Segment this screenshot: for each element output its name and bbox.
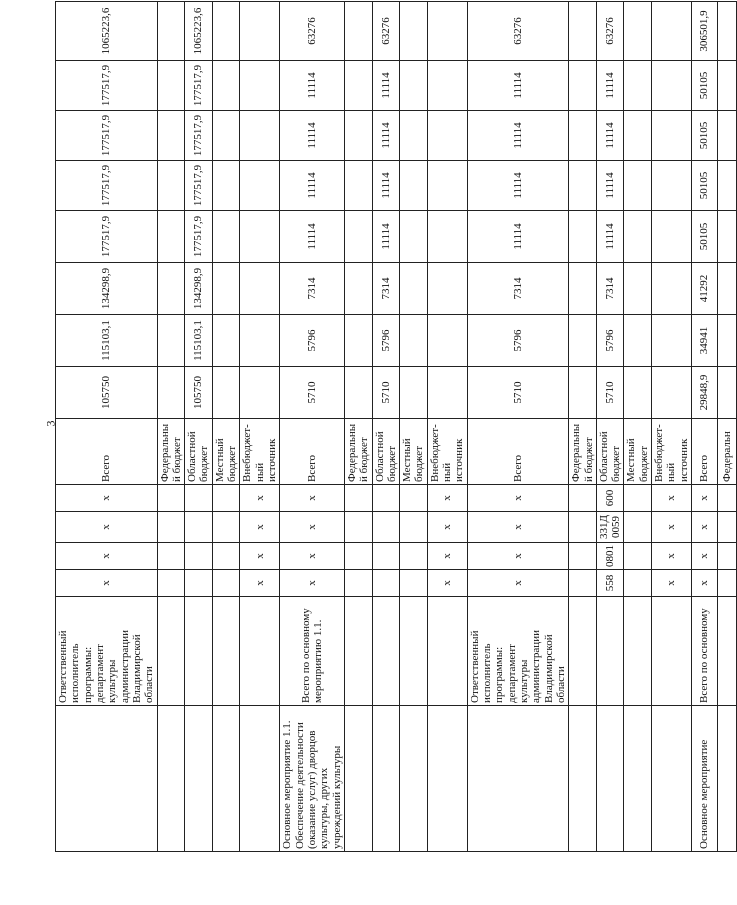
funding-source-cell: Всего [692, 419, 718, 485]
table-row [240, 2, 280, 852]
year-value-cell: 11114 [467, 211, 569, 263]
responsible-executor-cell: Всего по основному [692, 597, 718, 706]
responsible-executor-cell [652, 597, 692, 706]
code-rzpr-cell [157, 543, 185, 570]
total-cell [624, 2, 652, 61]
year-value-cell [427, 263, 467, 315]
total-cell [212, 2, 240, 61]
year-value-cell: 177517,9 [185, 211, 213, 263]
funding-source-cell: Местный бюджет [400, 419, 428, 485]
responsible-executor-cell [185, 597, 213, 706]
year-value-cell: 5796 [372, 315, 400, 367]
year-value-cell [400, 315, 428, 367]
year-value-cell: 177517,9 [185, 61, 213, 111]
measure-name-cell [427, 706, 467, 852]
measure-name-cell [652, 706, 692, 852]
funding-source-cell: Федеральн [718, 419, 737, 485]
code-csr-cell [185, 512, 213, 543]
year-value-cell [652, 61, 692, 111]
year-value-cell [569, 367, 597, 419]
code-rzpr-cell [624, 543, 652, 570]
year-value-cell [212, 367, 240, 419]
code-rzpr-cell: x [240, 543, 280, 570]
year-value-cell [624, 263, 652, 315]
code-vr-cell [400, 485, 428, 512]
year-value-cell [344, 61, 372, 111]
year-value-cell [569, 315, 597, 367]
year-value-cell [344, 211, 372, 263]
year-value-cell: 11114 [467, 161, 569, 211]
funding-source-cell: Областной бюджет [596, 419, 624, 485]
year-value-cell: 50105 [692, 111, 718, 161]
measure-name-cell: Основное мероприятие [692, 706, 718, 852]
budget-table [55, 1, 737, 852]
year-value-cell [212, 211, 240, 263]
code-grbs-cell: x [427, 570, 467, 597]
year-value-cell: 11114 [280, 211, 345, 263]
code-csr-cell [157, 512, 185, 543]
year-value-cell [427, 211, 467, 263]
measure-name-cell [240, 706, 280, 852]
year-value-cell: 11114 [372, 111, 400, 161]
code-vr-cell [185, 485, 213, 512]
code-rzpr-cell [212, 543, 240, 570]
year-value-cell [427, 161, 467, 211]
measure-name-cell [372, 706, 400, 852]
year-value-cell: 5710 [280, 367, 345, 419]
year-value-cell [157, 263, 185, 315]
funding-source-cell: Федеральный бюджет [569, 419, 597, 485]
funding-source-cell: Всего [467, 419, 569, 485]
year-value-cell [400, 211, 428, 263]
code-rzpr-cell [344, 543, 372, 570]
responsible-executor-cell [596, 597, 624, 706]
year-value-cell: 50105 [692, 161, 718, 211]
table-row [569, 2, 597, 852]
measure-name-cell [467, 706, 569, 852]
table-row [692, 2, 718, 852]
code-grbs-cell [344, 570, 372, 597]
year-value-cell: 11114 [467, 61, 569, 111]
code-csr-cell: x [652, 512, 692, 543]
year-value-cell [400, 61, 428, 111]
year-value-cell [240, 315, 280, 367]
year-value-cell: 177517,9 [185, 161, 213, 211]
total-cell [344, 2, 372, 61]
responsible-executor-cell [569, 597, 597, 706]
code-vr-cell: x [240, 485, 280, 512]
code-vr-cell [718, 485, 737, 512]
year-value-cell [212, 61, 240, 111]
code-csr-cell: x [467, 512, 569, 543]
table-row [718, 2, 737, 852]
year-value-cell: 7314 [596, 263, 624, 315]
total-cell: 63276 [372, 2, 400, 61]
funding-source-cell: Внебюджет-ный источник [652, 419, 692, 485]
year-value-cell: 5710 [467, 367, 569, 419]
code-csr-cell [718, 512, 737, 543]
year-value-cell: 105750 [185, 367, 213, 419]
code-csr-cell [344, 512, 372, 543]
year-value-cell [157, 315, 185, 367]
code-vr-cell: x [280, 485, 345, 512]
total-cell: 63276 [280, 2, 345, 61]
code-grbs-cell: x [467, 570, 569, 597]
year-value-cell [157, 111, 185, 161]
year-value-cell: 5796 [596, 315, 624, 367]
year-value-cell [569, 111, 597, 161]
total-cell: 1065223,6 [56, 2, 158, 61]
total-cell: 306501,9 [692, 2, 718, 61]
code-rzpr-cell: x [56, 543, 158, 570]
measure-name-cell [624, 706, 652, 852]
code-csr-cell [569, 512, 597, 543]
code-csr-cell [624, 512, 652, 543]
total-cell [240, 2, 280, 61]
year-value-cell [569, 61, 597, 111]
year-value-cell [718, 61, 737, 111]
year-value-cell [212, 263, 240, 315]
year-value-cell: 105750 [56, 367, 158, 419]
measure-name-cell [185, 706, 213, 852]
year-value-cell [240, 161, 280, 211]
code-csr-cell: x [240, 512, 280, 543]
code-grbs-cell [212, 570, 240, 597]
year-value-cell [212, 161, 240, 211]
year-value-cell: 50105 [692, 211, 718, 263]
code-grbs-cell [718, 570, 737, 597]
rotated-table-container [55, 7, 733, 852]
year-value-cell: 5710 [372, 367, 400, 419]
total-cell: 63276 [467, 2, 569, 61]
year-value-cell [400, 263, 428, 315]
year-value-cell: 11114 [596, 211, 624, 263]
measure-name-cell [157, 706, 185, 852]
funding-source-cell: Федеральный бюджет [344, 419, 372, 485]
responsible-executor-cell [624, 597, 652, 706]
total-cell [427, 2, 467, 61]
measure-name-cell [212, 706, 240, 852]
responsible-executor-cell [157, 597, 185, 706]
year-value-cell [624, 211, 652, 263]
year-value-cell: 11114 [280, 61, 345, 111]
year-value-cell: 41292 [692, 263, 718, 315]
code-vr-cell [372, 485, 400, 512]
year-value-cell [240, 61, 280, 111]
year-value-cell: 7314 [467, 263, 569, 315]
year-value-cell: 7314 [280, 263, 345, 315]
funding-source-cell: Внебюджет-ный источник [240, 419, 280, 485]
code-csr-cell [372, 512, 400, 543]
code-grbs-cell [569, 570, 597, 597]
code-rzpr-cell: x [427, 543, 467, 570]
code-rzpr-cell [185, 543, 213, 570]
code-grbs-cell: 558 [596, 570, 624, 597]
year-value-cell: 177517,9 [56, 111, 158, 161]
total-cell [718, 2, 737, 61]
code-vr-cell [344, 485, 372, 512]
year-value-cell [240, 367, 280, 419]
code-vr-cell [212, 485, 240, 512]
year-value-cell [344, 367, 372, 419]
year-value-cell [344, 263, 372, 315]
table-row [372, 2, 400, 852]
code-vr-cell [157, 485, 185, 512]
responsible-executor-cell [427, 597, 467, 706]
year-value-cell [569, 211, 597, 263]
year-value-cell: 34941 [692, 315, 718, 367]
code-csr-cell: x [280, 512, 345, 543]
year-value-cell: 5796 [280, 315, 345, 367]
year-value-cell: 177517,9 [56, 61, 158, 111]
year-value-cell [157, 211, 185, 263]
year-value-cell [157, 367, 185, 419]
table-row [624, 2, 652, 852]
year-value-cell: 11114 [467, 111, 569, 161]
year-value-cell [652, 263, 692, 315]
code-csr-cell: x [692, 512, 718, 543]
table-row [185, 2, 213, 852]
code-rzpr-cell [569, 543, 597, 570]
year-value-cell [624, 367, 652, 419]
table-row [344, 2, 372, 852]
responsible-executor-cell [212, 597, 240, 706]
measure-name-cell [344, 706, 372, 852]
year-value-cell [427, 315, 467, 367]
year-value-cell: 7314 [372, 263, 400, 315]
measure-name-cell [400, 706, 428, 852]
code-rzpr-cell: x [467, 543, 569, 570]
year-value-cell [718, 211, 737, 263]
responsible-executor-cell: Ответственный исполнитель программы: департамент культуры администрации Владимирской области [467, 597, 569, 706]
year-value-cell: 177517,9 [185, 111, 213, 161]
year-value-cell: 177517,9 [56, 161, 158, 211]
year-value-cell [157, 161, 185, 211]
year-value-cell: 115103,1 [185, 315, 213, 367]
year-value-cell: 115103,1 [56, 315, 158, 367]
year-value-cell [718, 111, 737, 161]
year-value-cell [240, 211, 280, 263]
responsible-executor-cell [718, 597, 737, 706]
code-vr-cell [569, 485, 597, 512]
code-grbs-cell [157, 570, 185, 597]
year-value-cell [624, 61, 652, 111]
code-csr-cell: x [56, 512, 158, 543]
code-vr-cell: x [692, 485, 718, 512]
year-value-cell: 134298,9 [56, 263, 158, 315]
responsible-executor-cell [240, 597, 280, 706]
measure-name-cell [596, 706, 624, 852]
year-value-cell [240, 263, 280, 315]
year-value-cell [400, 161, 428, 211]
code-grbs-cell [185, 570, 213, 597]
year-value-cell [344, 161, 372, 211]
year-value-cell: 11114 [372, 161, 400, 211]
code-vr-cell: x [652, 485, 692, 512]
funding-source-cell: Местный бюджет [624, 419, 652, 485]
code-csr-cell [212, 512, 240, 543]
responsible-executor-cell [372, 597, 400, 706]
year-value-cell: 50105 [692, 61, 718, 111]
year-value-cell: 11114 [596, 61, 624, 111]
year-value-cell: 5710 [596, 367, 624, 419]
funding-source-cell: Всего [56, 419, 158, 485]
code-grbs-cell: x [240, 570, 280, 597]
year-value-cell [212, 111, 240, 161]
code-vr-cell: 600 [596, 485, 624, 512]
responsible-executor-cell [400, 597, 428, 706]
year-value-cell [157, 61, 185, 111]
year-value-cell: 11114 [372, 61, 400, 111]
table-row [427, 2, 467, 852]
funding-source-cell: Внебюджет-ный источник [427, 419, 467, 485]
code-vr-cell [624, 485, 652, 512]
code-csr-cell [400, 512, 428, 543]
funding-source-cell: Федеральный бюджет [157, 419, 185, 485]
code-rzpr-cell: x [652, 543, 692, 570]
year-value-cell [427, 111, 467, 161]
year-value-cell: 134298,9 [185, 263, 213, 315]
code-rzpr-cell: x [280, 543, 345, 570]
total-cell [400, 2, 428, 61]
funding-source-cell: Областной бюджет [372, 419, 400, 485]
code-grbs-cell [372, 570, 400, 597]
code-grbs-cell: x [692, 570, 718, 597]
responsible-executor-cell: Всего по основному мероприятию 1.1. [280, 597, 345, 706]
year-value-cell [718, 263, 737, 315]
funding-source-cell: Всего [280, 419, 345, 485]
year-value-cell: 5796 [467, 315, 569, 367]
code-rzpr-cell: 0801 [596, 543, 624, 570]
total-cell [652, 2, 692, 61]
year-value-cell [212, 315, 240, 367]
year-value-cell: 177517,9 [56, 211, 158, 263]
measure-name-cell: Основное мероприятие 1.1. Обеспечение деятельности (оказание услуг) дворцов культуры, других учреждений культуры [280, 706, 345, 852]
code-rzpr-cell [718, 543, 737, 570]
table-row [212, 2, 240, 852]
table-row [596, 2, 624, 852]
year-value-cell [624, 111, 652, 161]
year-value-cell [652, 367, 692, 419]
code-grbs-cell [400, 570, 428, 597]
year-value-cell: 29848,9 [692, 367, 718, 419]
funding-source-cell: Местный бюджет [212, 419, 240, 485]
code-rzpr-cell [372, 543, 400, 570]
code-rzpr-cell [400, 543, 428, 570]
measure-name-cell [569, 706, 597, 852]
page-number: 3 [43, 420, 58, 427]
code-grbs-cell: x [280, 570, 345, 597]
year-value-cell: 11114 [596, 111, 624, 161]
year-value-cell [569, 161, 597, 211]
year-value-cell [718, 367, 737, 419]
year-value-cell [427, 367, 467, 419]
code-csr-cell: 331Д0059 [596, 512, 624, 543]
year-value-cell [624, 315, 652, 367]
total-cell: 1065223,6 [185, 2, 213, 61]
year-value-cell [652, 161, 692, 211]
year-value-cell: 11114 [280, 111, 345, 161]
year-value-cell [400, 367, 428, 419]
code-grbs-cell: x [56, 570, 158, 597]
code-csr-cell: x [427, 512, 467, 543]
year-value-cell [344, 111, 372, 161]
year-value-cell: 11114 [596, 161, 624, 211]
code-rzpr-cell: x [692, 543, 718, 570]
total-cell: 63276 [596, 2, 624, 61]
table-row [280, 2, 345, 852]
year-value-cell: 11114 [372, 211, 400, 263]
responsible-executor-cell [344, 597, 372, 706]
table-row [56, 2, 158, 852]
year-value-cell [652, 111, 692, 161]
year-value-cell [569, 263, 597, 315]
year-value-cell [652, 315, 692, 367]
year-value-cell [240, 111, 280, 161]
code-vr-cell: x [467, 485, 569, 512]
code-grbs-cell [624, 570, 652, 597]
year-value-cell [624, 161, 652, 211]
code-vr-cell: x [56, 485, 158, 512]
year-value-cell [344, 315, 372, 367]
total-cell [569, 2, 597, 61]
year-value-cell [400, 111, 428, 161]
year-value-cell: 11114 [280, 161, 345, 211]
year-value-cell [718, 315, 737, 367]
total-cell [157, 2, 185, 61]
table-row [652, 2, 692, 852]
measure-name-cell [56, 706, 158, 852]
table-row [467, 2, 569, 852]
table-row [400, 2, 428, 852]
funding-source-cell: Областной бюджет [185, 419, 213, 485]
responsible-executor-cell: Ответственный исполнитель программы: департамент культуры администрации Владимирской области [56, 597, 158, 706]
table-row [157, 2, 185, 852]
year-value-cell [427, 61, 467, 111]
year-value-cell [652, 211, 692, 263]
measure-name-cell [718, 706, 737, 852]
code-vr-cell: x [427, 485, 467, 512]
year-value-cell [718, 161, 737, 211]
code-grbs-cell: x [652, 570, 692, 597]
